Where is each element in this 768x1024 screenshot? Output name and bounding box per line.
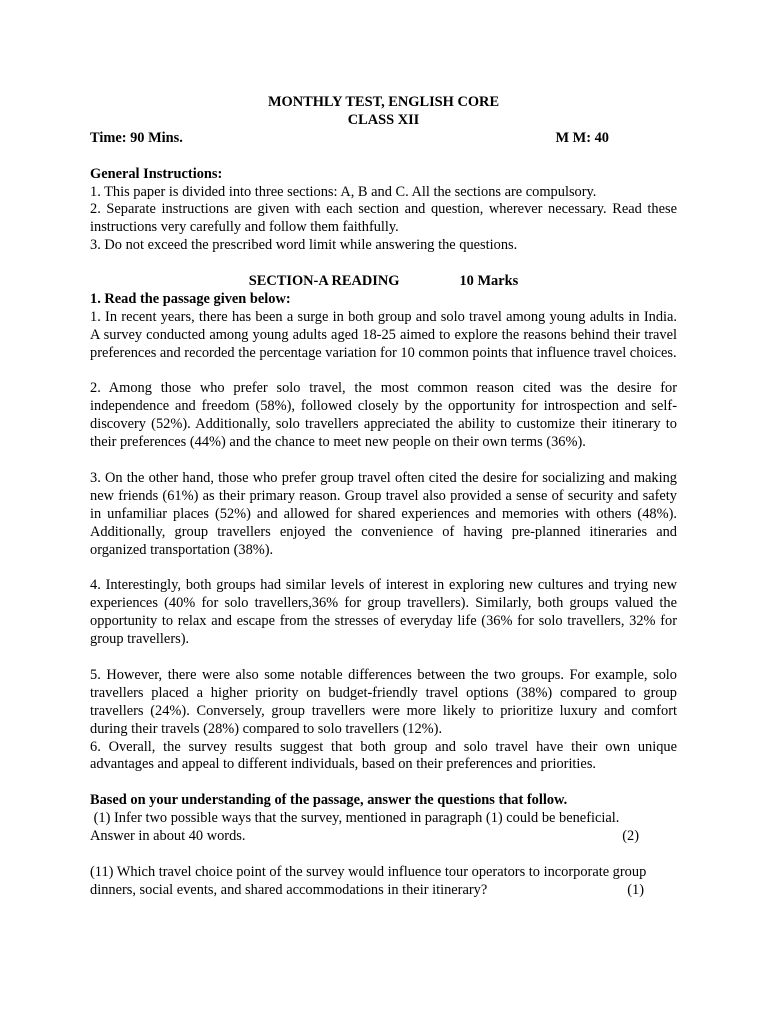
class-label: CLASS XII [347, 111, 420, 128]
question-1 [90, 810, 677, 846]
question-text: Answer in about 40 words. [90, 828, 246, 845]
passage-paragraph: 1. In recent years, there has been a surge in both group and solo travel among young adults in India. A survey conducted among young adults aged 18-25 aimed to explore the reasons behind their travel preferences and recorded the percentage variation for 10 common points that influence travel choices. [90, 308, 677, 361]
section-title: SECTION-A READING [248, 273, 400, 290]
section-marks: 10 Marks [459, 273, 519, 290]
question-text: (1) Infer two possible ways that the survey, mentioned in paragraph (1) could be beneficial. [90, 810, 620, 827]
time-marks-row [90, 130, 677, 148]
instructions-heading: General Instructions: [90, 165, 223, 182]
question-heading: 1. Read the passage given below: [90, 290, 291, 307]
passage-paragraph: 3. On the other hand, those who prefer group travel often cited the desire for socializing and making new friends (61%) as their primary reason. Group travel also provided a sense of security and safety in unfamiliar places (52%) and allowed for shared experiences and memories with others (48%). Additionally, group travellers enjoyed the convenience of having pre-planned itineraries and organized transportation (38%). [90, 469, 677, 558]
instruction-item: 1. This paper is divided into three sections: A, B and C. All the sections are compulsory. [90, 183, 597, 200]
questions-heading: Based on your understanding of the passage, answer the questions that follow. [90, 792, 568, 809]
question-2 [90, 864, 677, 900]
passage-paragraph: 6. Overall, the survey results suggest that both group and solo travel have their own unique advantages and appeal to different individuals, based on their preferences and priorities. [90, 738, 677, 773]
instruction-item: 3. Do not exceed the prescribed word limit while answering the questions. [90, 237, 518, 254]
max-marks-label: M M: 40 [555, 129, 609, 146]
time-label: Time: 90 Mins. [90, 129, 183, 146]
passage-paragraph: 4. Interestingly, both groups had similar levels of interest in exploring new cultures and trying new experiences (40% for solo travellers,36% for group travellers). Similarly, both groups valued the opportunity to relax and escape from the stresses of everyday life (36% for solo travellers, 32% for group travellers). [90, 577, 677, 648]
question-marks: (2) [622, 828, 639, 845]
question-text: dinners, social events, and shared accommodations in their itinerary? [90, 881, 488, 898]
instruction-item: 2. Separate instructions are given with each section and question, wherever necessary. Read these instructions very carefully and follow them faithfully. [90, 201, 677, 236]
question-marks: (1) [627, 881, 644, 898]
passage-paragraph: 5. However, there were also some notable differences between the two groups. For example, solo travellers placed a higher priority on budget-friendly travel options (38%) compared to group travellers (24%). Conversely, group travellers were more likely to prioritize luxury and comfort during their travels (28%) compared to solo travellers (12%). [90, 666, 677, 737]
passage-paragraph: 2. Among those who prefer solo travel, the most common reason cited was the desire for independence and freedom (58%), followed closely by the opportunity for introspection and self-discovery (52%). Additionally, solo travellers appreciated the ability to customize their itinerary to their preferences (44%) and the chance to meet new people on their own terms (36%). [90, 380, 677, 451]
section-heading [90, 273, 677, 291]
question-text: (11) Which travel choice point of the survey would influence tour operators to incorporate group [90, 863, 647, 880]
document-page [90, 94, 677, 900]
test-title: MONTHLY TEST, ENGLISH CORE [267, 94, 500, 110]
